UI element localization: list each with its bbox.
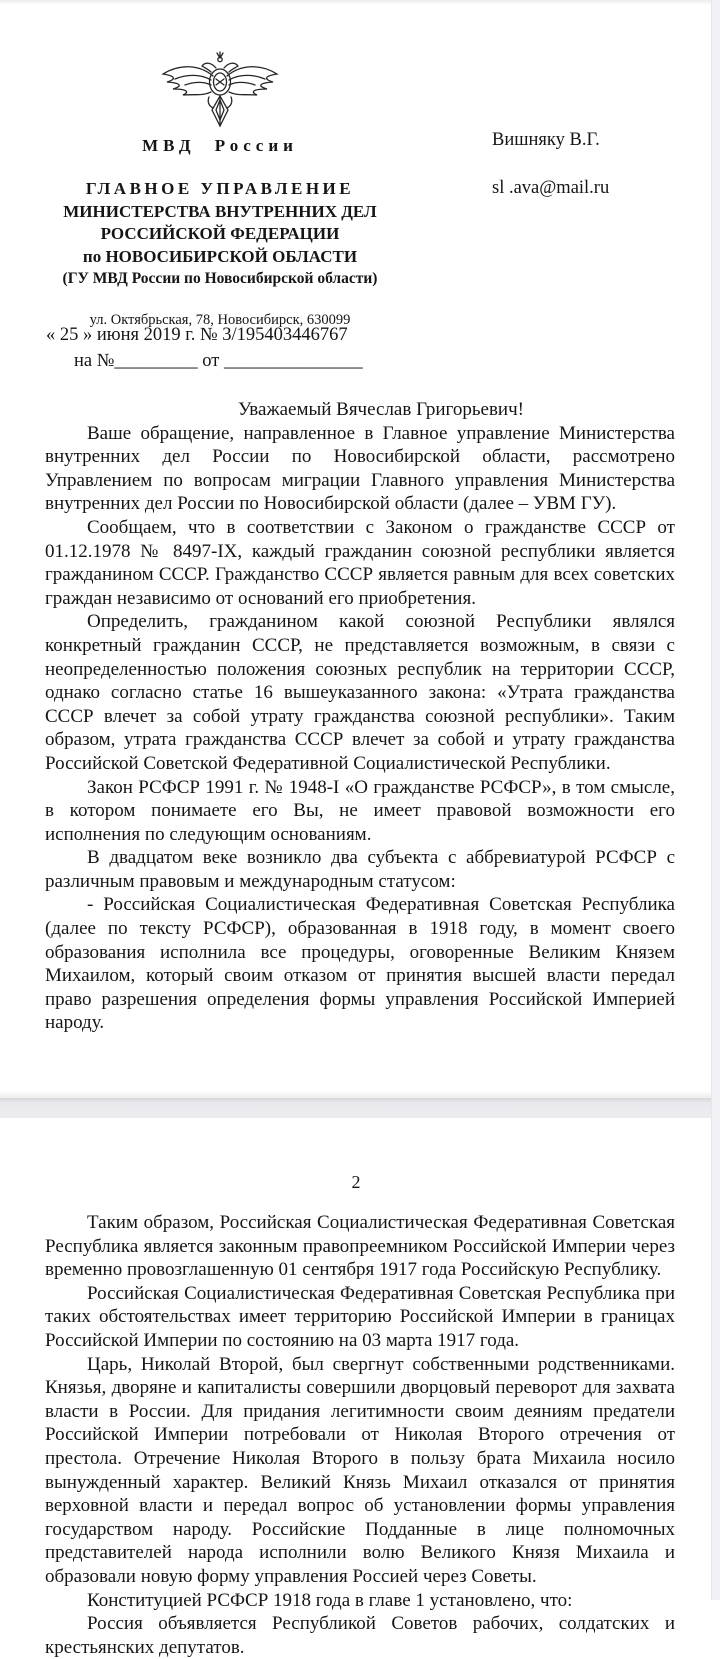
letter-body-page-2 [45,1211,675,1659]
paragraph: В двадцатом веке возникло два субъекта с аббревиатурой РСФСР с различным правовым и международным статусом: [45,847,675,892]
org-line: ГЛАВНОЕ УПРАВЛЕНИЕ [85,179,355,198]
org-line: РОССИЙСКОЙ ФЕДЕРАЦИИ [100,224,340,243]
date-number-line: « 25 » июня 2019 г. № 3/195403446767 [46,325,348,345]
salutation: Уважаемый Вячеслав Григорьевич! [237,399,524,420]
recipient-email: sl .ava@mail.ru [492,178,610,198]
org-short-name: МВД России [142,136,298,155]
letter-body-page-1 [45,398,675,1035]
paragraph: Российская Социалистическая Федеративная Советская Республика при таких обстоятельствах имеет территорию Российской Империи в границах Российской Империи по состоянию на 03 марта 1917 года. [45,1282,675,1351]
org-line-abbrev: (ГУ МВД России по Новосибирской области) [62,270,378,287]
paragraph: Конституцией РСФСР 1918 года в главе 1 установлено, что: [87,1589,573,1611]
paragraph: Ваше обращение, направленное в Главное управление Министерства внутренних дел России по Новосибирской области, рассмотрено Управлением по вопросам миграции Главного управления Министерства внутренних дел России по Новосибирской области (далее – УВМ ГУ). [45,422,675,515]
org-line: по НОВОСИБИРСКОЙ ОБЛАСТИ [82,246,358,266]
page-separator [0,1098,712,1118]
paragraph: Царь, Николай Второй, был свергнут собственными родственниками. Князья, дворяне и капиталисты совершили дворцовый переворот для захвата власти в России. Для придания легитимности своим деяниям предатели Российской Империи потребовали от Николая Второго отречения от престола. Отречение Николая Второго в пользу брата Михаила носило вынужденный характер. Великий Князь Михаил отказался от принятия верховной власти и передал вопрос об установлении формы управления государством народу. Российские Подданные в лице полномочных представителей народа исполнили волю Великого Князя Михаила и образовали новую форму управления Россией через Советы. [45,1353,675,1587]
paragraph: - Российская Социалистическая Федеративная Советская Республика (далее по тексту РСФСР), образованная в 1918 году, в момент своего образования исполнила все процедуры, оговоренные Великим Князем Михаилом, который своим отказом от принятия высшей власти передал право разрешения определения формы управления Российской Империей народу. [45,894,675,1034]
letterhead [45,52,395,329]
paragraph: Таким образом, Российская Социалистическая Федеративная Советская Республика является законным правопреемником Российской Империи через временно провозглашенную 01 сентября 1917 года Российскую Республику. [45,1212,675,1281]
paragraph: Закон РСФСР 1991 г. № 1948-I «О гражданстве РСФСР», в том смысле, в котором понимаете его Вы, не имеет правовой возможности его исполнения по следующим основаниям. [45,776,675,845]
paragraph: Россия объявляется Республикой Советов рабочих, солдатских и крестьянских депутатов. [45,1613,675,1658]
reference-line: на №_________ от _______________ [74,351,363,371]
recipient-block [492,130,682,199]
letter-page-2 [0,1118,712,1658]
paragraph: Сообщаем, что в соответствии с Законом о гражданстве СССР от 01.12.1978 № 8497-IX, каждый гражданин союзной республики является гражданином СССР. Гражданство СССР является равным для всех советских граждан независимо от оснований его приобретения. [45,516,675,609]
page-number: 2 [351,1172,361,1192]
scrollbar-track[interactable] [711,0,720,1600]
mvd-eagle-emblem-icon [159,52,281,133]
paragraph: Определить, гражданином какой союзной Республики являлся конкретный гражданин СССР, не представляется возможным, в связи с неопределенностью положения союзных республик на территории СССР, однако согласно статье 16 вышеуказанного закона: «Утрата гражданства СССР влечет за собой утрату гражданства союзной республики». Таким образом, утрата гражданства СССР влечет за собой и утрату гражданства Российской Советской Федеративной Социалистической Республики. [45,611,675,774]
recipient-name: Вишняку В.Г. [492,130,600,150]
org-address: ул. Октябрьская, 78, Новосибирск, 630099 [89,311,351,328]
org-full-name [45,178,395,291]
org-line: МИНИСТЕРСТВА ВНУТРЕННИХ ДЕЛ [63,201,377,221]
